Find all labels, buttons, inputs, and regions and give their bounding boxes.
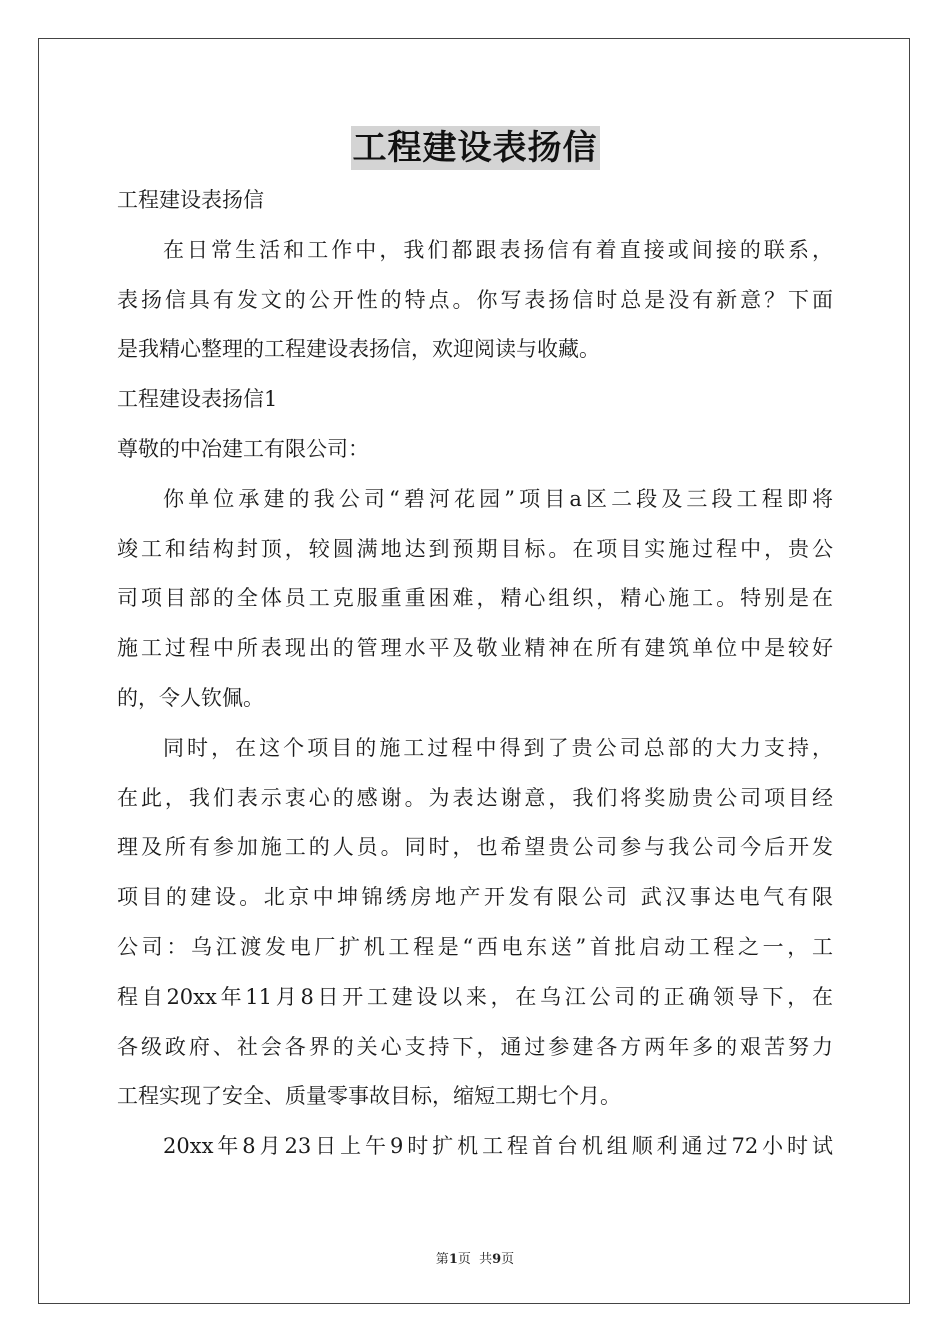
text-line: 表扬信具有发文的公开性的特点。你写表扬信时总是没有新意？下面 xyxy=(117,287,833,312)
text-line: 司项目部的全体员工克服重重困难，精心组织，精心施工。特别是在 xyxy=(117,586,833,611)
document-body xyxy=(117,176,833,1172)
text-line: 的，令人钦佩。 xyxy=(117,685,264,710)
text-line: 在此，我们表示衷心的感谢。为表达谢意，我们将奖励贵公司项目经 xyxy=(117,785,833,810)
text-line: 项目的建设。北京中坤锦绣房地产开发有限公司 武汉事达电气有限 xyxy=(117,885,833,910)
text-line: 工程建设表扬信1 xyxy=(117,387,278,412)
text-line: 各级政府、社会各界的关心支持下，通过参建各方两年多的艰苦努力 xyxy=(117,1034,833,1059)
text-line: 20xx年8月23日上午9时扩机工程首台机组顺利通过72小时试 xyxy=(163,1134,833,1159)
footer-prefix: 第 xyxy=(435,1252,449,1267)
text-line: 工程实现了安全、质量零事故目标，缩短工期七个月。 xyxy=(117,1084,621,1109)
text-line: 尊敬的中冶建工有限公司： xyxy=(117,436,369,461)
page-footer xyxy=(0,1248,950,1267)
text-line: 竣工和结构封顶，较圆满地达到预期目标。在项目实施过程中，贵公 xyxy=(117,536,833,561)
text-line: 同时，在这个项目的施工过程中得到了贵公司总部的大力支持， xyxy=(163,735,833,760)
text-line: 程自20xx年11月8日开工建设以来，在乌江公司的正确领导下，在 xyxy=(117,984,833,1009)
text-line: 在日常生活和工作中，我们都跟表扬信有着直接或间接的联系， xyxy=(163,237,833,262)
footer-page-total: 9 xyxy=(492,1252,502,1267)
title-container xyxy=(0,126,950,170)
text-line: 施工过程中所表现出的管理水平及敬业精神在所有建筑单位中是较好 xyxy=(117,636,833,661)
footer-page-number: 1 xyxy=(448,1252,458,1267)
text-line: 你单位承建的我公司“碧河花园”项目a区二段及三段工程即将 xyxy=(163,486,833,511)
text-line: 理及所有参加施工的人员。同时，也希望贵公司参与我公司今后开发 xyxy=(117,835,833,860)
text-line: 是我精心整理的工程建设表扬信，欢迎阅读与收藏。 xyxy=(117,337,600,362)
footer-middle: 页 共 xyxy=(457,1252,493,1267)
document-title: 工程建设表扬信 xyxy=(352,128,598,168)
footer-suffix: 页 xyxy=(501,1252,515,1267)
text-line: 公司：乌江渡发电厂扩机工程是“西电东送”首批启动工程之一，工 xyxy=(117,934,833,959)
text-line: 工程建设表扬信 xyxy=(117,188,264,212)
